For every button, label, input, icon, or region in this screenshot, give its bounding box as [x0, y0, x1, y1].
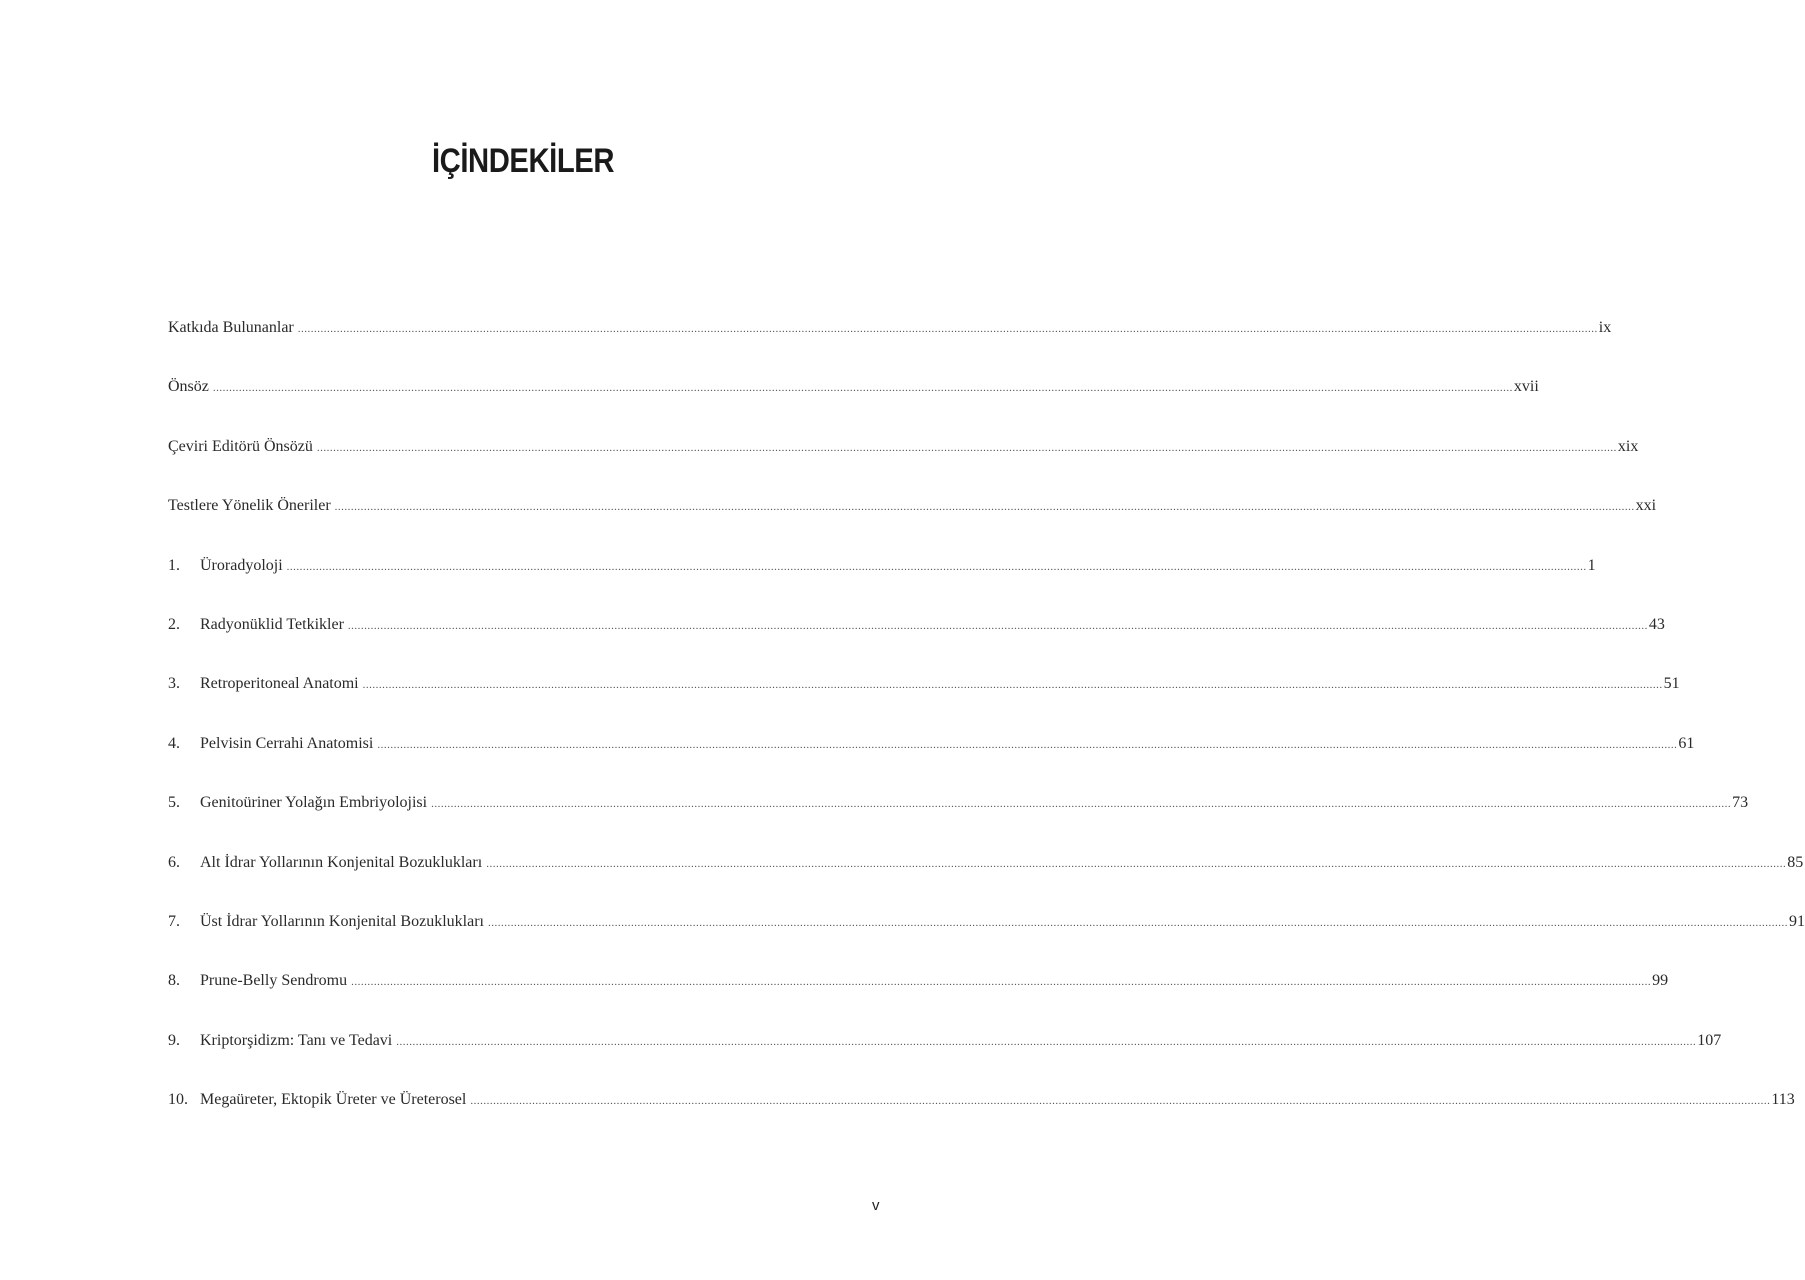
toc-entry-label: Retroperitoneal Anatomi [200, 675, 359, 693]
toc-entry-label: Genitoüriner Yolağın Embriyolojisi [200, 794, 428, 812]
toc-entry[interactable] [168, 1090, 1795, 1149]
toc-entry-page: 99 [1652, 972, 1669, 990]
toc-entry-label: Prune-Belly Sendromu [200, 972, 348, 990]
toc-entry-page: 51 [1663, 675, 1680, 693]
toc-entry-page: xix [1617, 437, 1639, 455]
toc-entry[interactable] [168, 377, 1539, 436]
toc-entry-page: 1 [1587, 556, 1596, 574]
toc-entry[interactable] [168, 556, 1596, 615]
dot-leader: ................................................................................................................................................................................................................................................................................................................................................................................................................ [470, 1095, 1771, 1108]
dot-leader: ................................................................................................................................................................................................................................................................................................................................................................................................................ [362, 679, 1663, 692]
toc-entry-number: 6. [168, 853, 180, 871]
toc-entry-label: Üroradyoloji [200, 556, 283, 574]
dot-leader: ................................................................................................................................................................................................................................................................................................................................................................................................................ [396, 1035, 1697, 1048]
toc-entry-number: 7. [168, 912, 180, 930]
toc-entry-page: 43 [1648, 615, 1665, 633]
toc-entry-page: 107 [1697, 1031, 1722, 1049]
toc-entry-number: 3. [168, 675, 180, 693]
toc-entry-number: 10. [168, 1091, 188, 1109]
page-title: İÇİNDEKİLER [431, 142, 615, 180]
dot-leader: ................................................................................................................................................................................................................................................................................................................................................................................................................ [212, 382, 1513, 395]
toc-entry-number: 2. [168, 615, 180, 633]
dot-leader: ................................................................................................................................................................................................................................................................................................................................................................................................................ [351, 976, 1652, 989]
dot-leader: ................................................................................................................................................................................................................................................................................................................................................................................................................ [377, 738, 1678, 751]
toc-entry-number: 9. [168, 1031, 180, 1049]
toc-entry[interactable] [168, 1031, 1722, 1090]
toc-entry-page: 113 [1771, 1091, 1795, 1109]
toc-entry-label: Pelvisin Cerrahi Anatomisi [200, 734, 374, 752]
dot-leader: ................................................................................................................................................................................................................................................................................................................................................................................................................ [316, 441, 1617, 454]
toc-entry[interactable] [168, 615, 1665, 674]
dot-leader: ................................................................................................................................................................................................................................................................................................................................................................................................................ [486, 857, 1787, 870]
toc-entry-number: 8. [168, 972, 180, 990]
toc-entry-page: xvii [1513, 378, 1539, 396]
toc-entry-page: xxi [1635, 497, 1657, 515]
toc-entry-label: Alt İdrar Yollarının Konjenital Bozuklukları [200, 853, 483, 871]
toc-entry-page: 73 [1732, 794, 1749, 812]
dot-leader: ................................................................................................................................................................................................................................................................................................................................................................................................................ [297, 323, 1598, 335]
toc-entry[interactable] [168, 912, 1805, 971]
page-number: v [872, 1197, 880, 1214]
toc-entry[interactable] [168, 853, 1804, 912]
toc-entry[interactable] [168, 971, 1669, 1030]
table-of-contents [168, 318, 1805, 1149]
toc-entry-label: Üst İdrar Yollarının Konjenital Bozuklukları [200, 912, 484, 930]
toc-entry-page: 91 [1788, 912, 1805, 930]
dot-leader: ................................................................................................................................................................................................................................................................................................................................................................................................................ [487, 916, 1788, 929]
toc-entry[interactable] [168, 674, 1680, 733]
toc-entry-label: Katkıda Bulunanlar [168, 319, 294, 336]
toc-entry-number: 1. [168, 556, 180, 574]
dot-leader: ................................................................................................................................................................................................................................................................................................................................................................................................................ [347, 619, 1648, 632]
toc-entry[interactable] [168, 437, 1639, 496]
toc-entry-label: Kriptorşidizm: Tanı ve Tedavi [200, 1031, 393, 1049]
toc-entry[interactable] [168, 734, 1695, 793]
toc-entry-page: ix [1598, 319, 1612, 336]
toc-entry-page: 61 [1678, 734, 1695, 752]
dot-leader: ................................................................................................................................................................................................................................................................................................................................................................................................................ [431, 798, 1732, 811]
dot-leader: ................................................................................................................................................................................................................................................................................................................................................................................................................ [286, 560, 1587, 573]
toc-entry-label: Çeviri Editörü Önsözü [168, 437, 313, 455]
dot-leader: ................................................................................................................................................................................................................................................................................................................................................................................................................ [334, 501, 1635, 514]
toc-entry-label: Testlere Yönelik Öneriler [168, 497, 331, 515]
toc-entry[interactable] [168, 318, 1612, 377]
toc-entry-label: Önsöz [168, 378, 209, 396]
toc-entry-number: 5. [168, 794, 180, 812]
toc-entry-label: Radyonüklid Tetkikler [200, 615, 344, 633]
toc-entry-number: 4. [168, 734, 180, 752]
toc-entry[interactable] [168, 793, 1749, 852]
toc-entry-label: Megaüreter, Ektopik Üreter ve Üreterosel [200, 1091, 467, 1109]
toc-entry[interactable] [168, 496, 1657, 555]
toc-entry-page: 85 [1787, 853, 1804, 871]
